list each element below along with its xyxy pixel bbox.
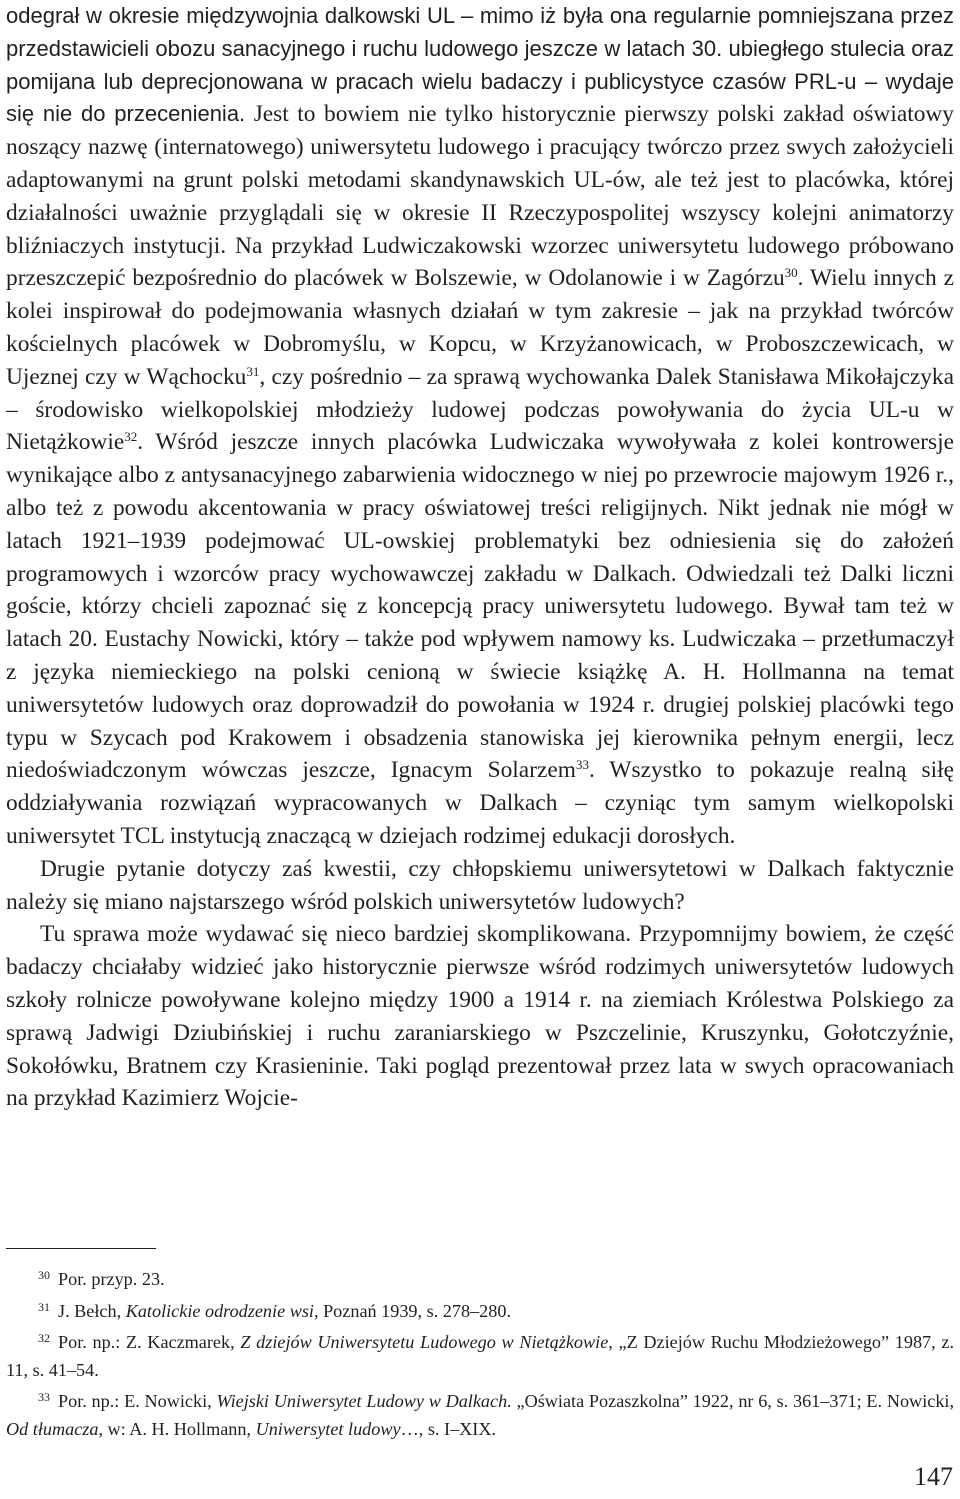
footnote-31: 31 J. Bełch, Katolickie odrodzenie wsi, Poznań 1939, s. 278–280. xyxy=(38,1299,511,1321)
sentence: , czy pośrednio – za sprawą wychowanka Dalek Stanisława Mikołajczyka – środowisko wielkopolskiej młodzieży ludowej podczas powoływania do życia UL-u w Nietążkowie xyxy=(6,363,954,456)
sentence: odegrał w okresie międzywojnia dalkowski UL – mimo iż była ona regularnie pomniejszana przez przedstawicieli obozu sanacyjnego i ruchu ludowego jeszcze w latach 30. ubiegłego stulecia oraz pomijana lub deprecjonowana w pracach wielu badaczy i publicystyce czasów PRL-u – wydaje się nie do przecenienia. xyxy=(6,3,954,127)
sentence: . Wszystko to pokazuje realną siłę oddziaływania rozwiązań wypracowanych w Dalkach – czyniąc tym samym wielkopolski uniwersytet TCL instytucją znaczącą w dziejach rodzimej edukacji dorosłych. xyxy=(6,757,954,849)
footnote-30: 30 Por. przyp. 23. xyxy=(38,1268,165,1289)
footnote-text: , w: A. H. Hollmann, xyxy=(98,1418,256,1439)
footnote-text: Por. np.: Z. Kaczmarek, xyxy=(58,1332,241,1352)
footnote-text: , „Z Dziejów Ruchu Młodzieżowego” 1987, z. 11, s. 41–54. xyxy=(6,1332,955,1380)
footnote-text: Por. np.: E. Nowicki, xyxy=(58,1391,217,1411)
footnotes xyxy=(6,1266,954,1447)
footnote-title: Uniwersytet ludowy xyxy=(255,1418,401,1439)
footnote-title: Z dziejów Uniwersytetu Ludowego w Nietążkowie xyxy=(240,1332,609,1352)
footnote-text: Por. przyp. 23. xyxy=(58,1269,165,1289)
footnote-text: …, s. I–XIX. xyxy=(400,1418,497,1439)
sentence: . Wśród jeszcze innych placówka Ludwiczaka wywoływała z kolei kontrowersje wynikające albo z antysanacyjnego zabarwienia widocznego w niej po przewrocie majowym 1926 r., albo też z powodu akcentowania w pracy oświatowej treści religijnych. Nikt jednak nie mógł w latach 1921–1939 podejmować UL-owskiej problematyki bez odniesienia się do założeń programowych i wzorców pracy wychowawczej zakładu w Dalkach. Odwiedzali też Dalki liczni goście, którzy chcieli zapoznać się z koncepcją pracy uniwersytetu ludowego. Bywał tam też w latach 20. Eustachy Nowicki, który – także pod wpływem namowy ks. Ludwiczaka – przetłumaczył z języka niemieckiego na polski cenioną w świecie książkę A. H. Hollmanna na temat uniwersytetów ludowych oraz doprowadził do powołania w 1924 r. drugiej polskiej placówki tego typu w Szycach pod Krakowem i obsadzenia stanowiska jej kierownika pełnym energii, lecz niedoświadczonym wówczas jeszcze, Ignacym Solarzem xyxy=(6,429,954,784)
footnote-33: 33 Por. np.: E. Nowicki, Wiejski Uniwersytet Ludowy w Dalkach. „Oświata Pozaszkolna” 1922, nr 6, s. 361–371; E. Nowicki, Od tłumacza, w: A. H. Hollmann, Uniwersytet ludowy…, s. I–XIX. xyxy=(6,1390,955,1439)
footnote-ref-30[interactable]: 30 xyxy=(784,265,798,281)
footnote-ref-31[interactable]: 31 xyxy=(246,363,260,379)
paragraph-3: Tu sprawa może wydawać się nieco bardziej skomplikowana. Przypomnijmy bowiem, że część badaczy chciałaby widzieć jako historycznie pierwsze wśród rodzimych uniwersytetów ludowych szkoły rolnicze powoływane kolejno między 1900 a 1914 r. na ziemiach Królestwa Polskiego za sprawą Jadwigi Dziubińskiej i ruchu zaraniarskiego w Pszczelinie, Kruszynku, Gołotczyźnie, Sokołówku, Bratnem czy Krasieninie. Taki pogląd prezentował przez lata w swych opracowaniach na przykład Kazimierz Wojcie- xyxy=(6,921,954,1112)
body-text xyxy=(6,0,954,1115)
sentence: . Wielu innych z kolei inspirował do podejmowania własnych działań w tym zakresie – jak na przykład twórców kościelnych placówek w Dobromyślu, w Kopcu, w Krzyżanowicach, w Proboszczewicach, w Ujeznej czy w Wąchocku xyxy=(6,265,954,390)
footnote-ref-32[interactable]: 32 xyxy=(124,429,138,445)
sentence: Jest to bowiem nie tylko historycznie pierwszy polski zakład oświatowy noszący nazwę (internatowego) uniwersytetu ludowego i pracujący twórczo przez swych założycieli adaptowanymi na grunt polski metodami skandynawskich UL-ów, ale też jest to placówka, której działalności uważnie przyglądali się w okresie II Rzeczypospolitej wszyscy kolejni animatorzy bliźniaczych instytucji. xyxy=(6,101,954,259)
footnote-title: Wiejski Uniwersytet Ludowy w Dalkach. xyxy=(216,1391,512,1411)
page-number: 147 xyxy=(914,1462,953,1491)
footnote-32: 32 Por. np.: Z. Kaczmarek, Z dziejów Uniwersytetu Ludowego w Nietążkowie, „Z Dziejów Ruchu Młodzieżowego” 1987, z. 11, s. 41–54. xyxy=(6,1331,955,1380)
paragraph-1 xyxy=(6,0,954,853)
footnote-text: , Poznań 1939, s. 278–280. xyxy=(313,1300,511,1321)
footnote-ref-33[interactable]: 33 xyxy=(575,757,589,773)
sentence: Na przykład Ludwiczakowski wzorzec uniwersytetu ludowego próbowano przeszczepić bezpośrednio do placówek w Bolszewie, w Odolanowie i w Zagórzu xyxy=(6,232,954,292)
footnote-separator xyxy=(6,1248,156,1249)
paragraph-2: Drugie pytanie dotyczy zaś kwestii, czy chłopskiemu uniwersytetowi w Dalkach faktycznie należy się miano najstarszego wśród polskich uniwersytetów ludowych? xyxy=(6,855,954,915)
footnote-text: J. Bełch, xyxy=(58,1300,126,1321)
footnote-text: „Oświata Pozaszkolna” 1922, nr 6, s. 361–371; E. Nowicki, xyxy=(511,1391,955,1411)
footnote-title: Od tłumacza xyxy=(6,1418,99,1439)
footnote-title: Katolickie odrodzenie wsi xyxy=(125,1300,314,1321)
